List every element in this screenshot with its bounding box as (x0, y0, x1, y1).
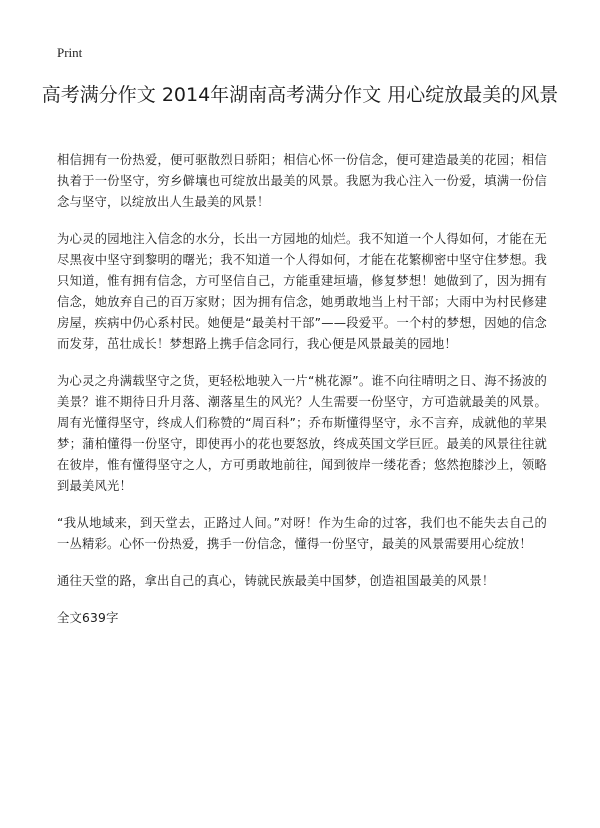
paragraph-4: “我从地域来，到天堂去，正路过人间。”对呀！作为生命的过客，我们也不能失去自己的一丛精彩。心怀一份热爱，携手一份信念，懂得一份坚守，最美的风景需要用心绽放！ (57, 516, 547, 551)
paragraph-5: 通往天堂的路，拿出自己的真心，铸就民族最美中国梦，创造祖国最美的风景！ (57, 574, 495, 588)
article-body (57, 150, 547, 645)
print-link[interactable]: Print (57, 45, 83, 60)
article-title: 高考满分作文 2014年湖南高考满分作文 用心绽放最美的风景 (41, 84, 559, 106)
word-count: 全文639字 (57, 611, 119, 625)
paragraph-1: 相信拥有一份热爱，便可驱散烈日骄阳；相信心怀一份信念，便可建造最美的花园；相信执着于一份坚守，穷乡僻壤也可绽放出最美的风景。我愿为我心注入一份爱，填满一份信念与坚守，以绽放出人生最美的风景！ (57, 153, 547, 209)
paragraph-3: 为心灵之舟满载坚守之货，更轻松地驶入一片“桃花源”。谁不向往晴明之日、海不扬波的美景？谁不期待日升月落、潮落星生的风光？人生需要一份坚守，方可造就最美的风景。周有光懂得坚守，终成人们称赞的“周百科”；乔布斯懂得坚守，永不言弃，成就他的苹果梦；蒲柏懂得一份坚守，即使再小的花也要怒放，终成英国文学巨匠。最美的风景往往就在彼岸，惟有懂得坚守之人，方可勇敢地前往，闻到彼岸一缕花香；悠然抱膝沙上，领略到最美风光！ (57, 374, 547, 493)
paragraph-2: 为心灵的园地注入信念的水分，长出一方园地的灿烂。我不知道一个人得如何，才能在无尽黑夜中坚守到黎明的曙光；我不知道一个人得如何，才能在花繁柳密中坚守住梦想。我只知道，惟有拥有信念，方可坚信自己，方能重建垣墙，修复梦想！她做到了，因为拥有信念，她放弃自己的百万家财；因为拥有信念，她勇敢地当上村干部；大雨中为村民修建房屋，疾病中仍心系村民。她便是“最美村干部”——段爱平。一个村的梦想，因她的信念而发芽，茁壮成长！梦想路上携手信念同行，我心便是风景最美的园地！ (57, 232, 547, 351)
